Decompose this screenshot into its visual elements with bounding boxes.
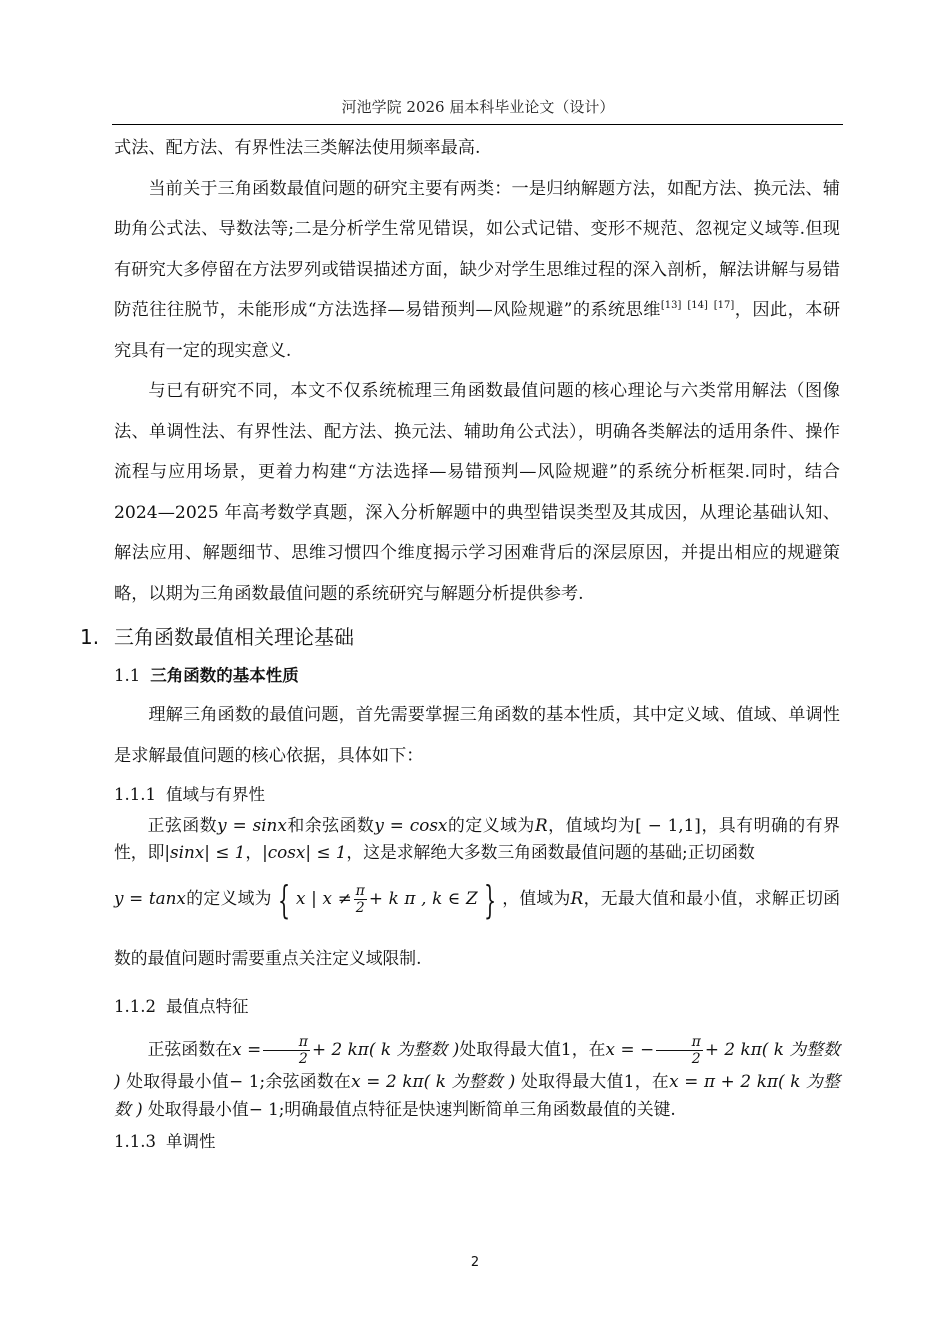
text: 处取得最大值 bbox=[515, 1071, 624, 1091]
subsection-number: 1.1 bbox=[114, 666, 141, 685]
subsubsection-number: 1.1.1 bbox=[114, 785, 156, 804]
fraction bbox=[263, 1034, 310, 1067]
formula: ( k 为整数 ) bbox=[368, 1039, 460, 1059]
formula: x ≠ bbox=[322, 888, 352, 908]
left-brace: { bbox=[277, 877, 290, 922]
formula: x = π + 2 kπ bbox=[669, 1071, 778, 1091]
formula: y = sinx bbox=[217, 815, 287, 835]
numerator: π bbox=[355, 883, 365, 899]
text: ;余弦函数在 bbox=[259, 1071, 352, 1091]
page-body bbox=[80, 128, 841, 1159]
section-heading bbox=[80, 614, 840, 662]
subsubsection-heading bbox=[114, 988, 840, 1024]
text: 处取得最小值 bbox=[120, 1071, 230, 1091]
text: 处取得最大值 bbox=[459, 1039, 561, 1059]
formula: x bbox=[295, 888, 306, 908]
formula: ( k 为整数 ) bbox=[114, 1039, 840, 1091]
text: 和余弦函数 bbox=[286, 815, 375, 835]
fraction bbox=[354, 883, 367, 916]
text: ， bbox=[245, 842, 263, 862]
subsection-title: 三角函数的基本性质 bbox=[150, 666, 299, 685]
text: 正弦函数 bbox=[147, 815, 218, 835]
text: ，在 bbox=[634, 1071, 670, 1091]
numerator: π bbox=[656, 1034, 703, 1051]
subsubsection-number: 1.1.2 bbox=[114, 997, 156, 1016]
subsubsection-title: 单调性 bbox=[165, 1132, 216, 1151]
text: 的定义域为 bbox=[447, 815, 535, 835]
formula: + 2 kπ bbox=[311, 1039, 369, 1059]
formula: x = bbox=[232, 1039, 262, 1059]
formula: |sinx| ≤ 1 bbox=[164, 842, 246, 862]
formula: x = 2 kπ bbox=[351, 1071, 424, 1091]
page-number: 2 bbox=[470, 1255, 480, 1270]
paragraph-text: 当前关于三角函数最值问题的研究主要有两类：一是归纳解题方法，如配方法、换元法、辅助角公式法、导数法等;二是分析学生常见错误，如公式记错、变形不规范、忽视定义域等.但现有研究大多停留在方法罗列或错误描述方面，缺少对学生思维过程的深入剖析，解法讲解与易错防范往往脱节，未能形成“方法选择—易错预判—风险规避”的系统思维 bbox=[114, 178, 840, 320]
subsubsection-heading bbox=[114, 1123, 840, 1159]
right-brace: } bbox=[483, 877, 496, 922]
formula: y = cosx bbox=[374, 815, 448, 835]
text: ;明确最值点特征是快速判断简单三角函数最值的关键. bbox=[278, 1099, 676, 1119]
formula: + 2 kπ bbox=[704, 1039, 762, 1059]
formula: 1 bbox=[560, 1039, 572, 1059]
paragraph-extremum-points bbox=[114, 1024, 840, 1123]
formula: + k π , k ∈ Z bbox=[368, 888, 478, 908]
denominator: 2 bbox=[298, 1051, 308, 1067]
formula: ( k 为整数 ) bbox=[114, 1071, 840, 1119]
paragraph-intro: 理解三角函数的最值问题，首先需要掌握三角函数的基本性质，其中定义域、值域、单调性是求解最值问题的核心依据，具体如下： bbox=[114, 705, 840, 766]
subsubsection-heading bbox=[114, 776, 840, 812]
text: ，具有明确的有界性，即 bbox=[114, 815, 840, 862]
formula: − 1 bbox=[248, 1099, 279, 1119]
citation: [14] bbox=[687, 300, 708, 311]
text: ，这是求解绝大多数三角函数最值问题的基础;正切函数 bbox=[346, 842, 755, 862]
running-header: 河池学院 2026 届本科毕业论文（设计） bbox=[341, 98, 615, 116]
denominator: 2 bbox=[355, 900, 365, 916]
formula: R bbox=[534, 815, 548, 835]
formula: x = − bbox=[605, 1039, 655, 1059]
numerator: π bbox=[263, 1034, 310, 1051]
formula: |cosx| ≤ 1 bbox=[262, 842, 347, 862]
text: 的定义域为 bbox=[185, 888, 272, 908]
paragraph-contribution: 与已有研究不同，本文不仅系统梳理三角函数最值问题的核心理论与六类常用解法（图像法、单调性法、有界性法、配方法、换元法、辅助角公式法），明确各类解法的适用条件、操作流程与应用场景，更着力构建“方法选择—易错预判—风险规避”的系统分析框架.同时，结合 2024—2025 年高考数学真题，深入分析解题中的典型错误类型及其成因，从理论基础认知、解法应用、解题细节、思维习惯四个维度揭示学习困难背后的深层原因，并提出相应的规避策略，以期为三角函数最值问题的系统研究与解题分析提供参考. bbox=[114, 381, 840, 604]
citation: [13] bbox=[660, 300, 682, 311]
paragraph-tangent: y = tanx的定义域为 { x | x ≠ $\frac{\pi}{2}$ + k π , k ∈ Z } ，值域为R，无最大值和最小值，求解正切函数的最值问题时需要重点关注定义域限制. bbox=[114, 877, 840, 968]
text: ，在 bbox=[571, 1039, 606, 1059]
section-number: 1. bbox=[80, 625, 100, 649]
formula: [ − 1,1] bbox=[635, 815, 701, 835]
fraction bbox=[656, 1034, 703, 1067]
section-title: 三角函数最值相关理论基础 bbox=[114, 625, 354, 649]
formula: ( k 为整数 ) bbox=[423, 1071, 516, 1091]
formula: 1 bbox=[623, 1071, 635, 1091]
text: 处取得最小值 bbox=[142, 1099, 249, 1119]
text: ，无最大值和最小值，求解正切函数的最值问题时需要重点关注定义域限制. bbox=[114, 888, 840, 968]
text: ，值域为 bbox=[501, 888, 571, 908]
paragraph-range-boundedness bbox=[114, 812, 840, 866]
text: 正弦函数在 bbox=[147, 1039, 233, 1059]
subsection-heading bbox=[114, 662, 840, 695]
formula: y = tanx bbox=[114, 888, 186, 908]
formula: R bbox=[570, 888, 584, 908]
formula: − 1 bbox=[229, 1071, 260, 1091]
citation: [17] bbox=[713, 300, 735, 311]
paragraph-research-status bbox=[114, 169, 840, 372]
header-rule bbox=[112, 124, 843, 125]
subsubsection-title: 最值点特征 bbox=[165, 997, 249, 1016]
denominator: 2 bbox=[691, 1051, 701, 1067]
subsubsection-title: 值域与有界性 bbox=[165, 785, 265, 804]
paragraph-continuation: 式法、配方法、有界性法三类解法使用频率最高. bbox=[114, 138, 481, 158]
text: ，值域均为 bbox=[547, 815, 636, 835]
paragraph-text: ，因此，本研究具有一定的现实意义. bbox=[114, 300, 841, 361]
subsubsection-number: 1.1.3 bbox=[114, 1132, 156, 1151]
